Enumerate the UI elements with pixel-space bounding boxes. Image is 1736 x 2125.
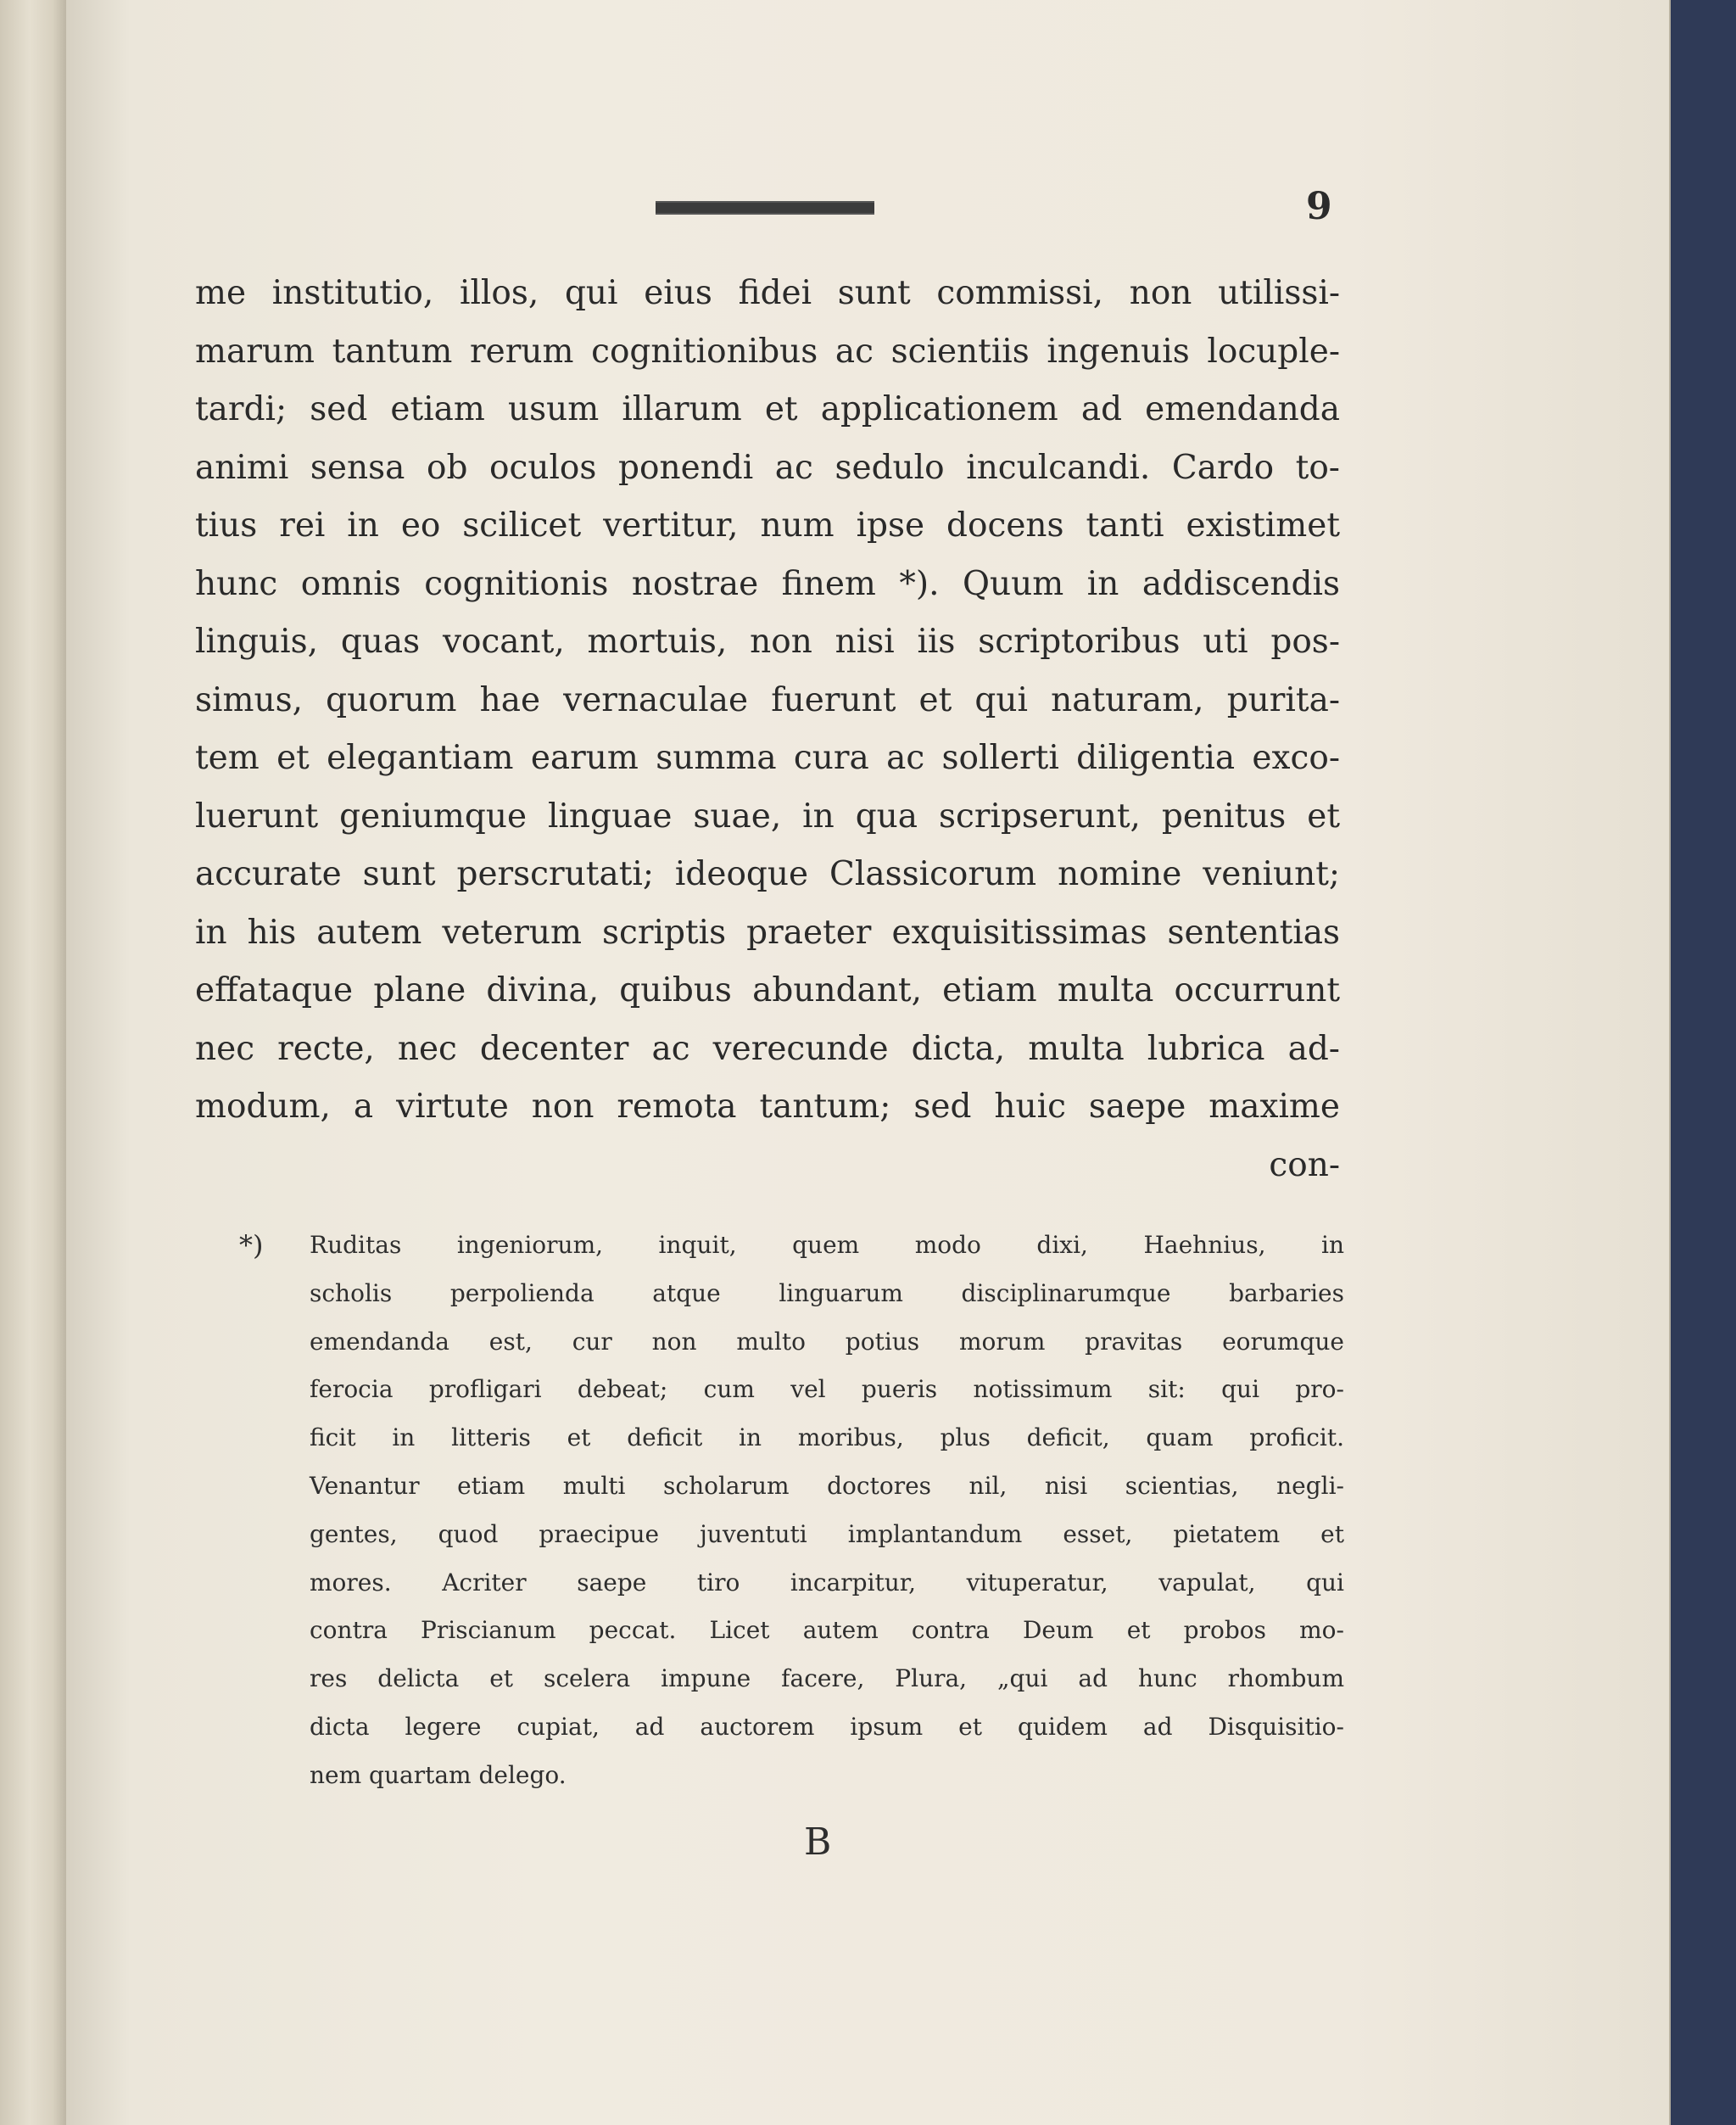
text-line: modum, a virtute non remota tantum; sed huic saepe maxime xyxy=(195,1088,1340,1126)
footnote-line: scholis perpolienda atque linguarum disciplinarumque barbaries xyxy=(310,1278,1344,1307)
text-line: marum tantum rerum cognitionibus ac scientiis ingenuis locuple- xyxy=(195,332,1340,371)
footnote-line: ferocia profligari debeat; cum vel pueris notissimum sit: qui pro- xyxy=(310,1375,1344,1404)
text-line: luerunt geniumque linguae suae, in qua scripserunt, penitus et xyxy=(195,797,1340,836)
main-text xyxy=(195,265,1340,1194)
text-line: effataque plane divina, quibus abundant, etiam multa occurrunt xyxy=(195,971,1340,1009)
catchword: con- xyxy=(1269,1145,1340,1184)
footnote-line: mores. Acriter saepe tiro incarpitur, vituperatur, vapulat, qui xyxy=(310,1568,1344,1597)
page-number: 9 xyxy=(1306,185,1332,228)
text-line: me institutio, illos, qui eius fidei sunt commissi, non utilissi- xyxy=(195,274,1340,312)
footnote xyxy=(239,1222,1344,1800)
header-rule xyxy=(656,201,874,215)
text-line: tius rei in eo scilicet vertitur, num ipse docens tanti existimet xyxy=(195,506,1340,545)
text-line: nec recte, nec decenter ac verecunde dicta, multa lubrica ad- xyxy=(195,1029,1340,1068)
text-line: hunc omnis cognitionis nostrae finem *). Quum in addiscendis xyxy=(195,564,1340,603)
footnote-line: nem quartam delego. xyxy=(310,1760,567,1789)
text-line: animi sensa ob oculos ponendi ac sedulo inculcandi. Cardo to- xyxy=(195,448,1340,487)
footnote-line: res delicta et scelera impune facere, Plura, „qui ad hunc rhombum xyxy=(310,1664,1344,1693)
footnote-line: emendanda est, cur non multo potius morum pravitas eorumque xyxy=(310,1327,1344,1356)
footnote-line: gentes, quod praecipue juventuti implantandum esset, pietatem et xyxy=(310,1519,1344,1548)
footnote-line: Venantur etiam multi scholarum doctores nil, nisi scientias, negli- xyxy=(310,1471,1344,1500)
footnote-line: ficit in litteris et deficit in moribus, plus deficit, quam proficit. xyxy=(310,1423,1344,1452)
text-line: accurate sunt perscrutati; ideoque Classicorum nomine veniunt; xyxy=(195,855,1340,893)
text-line: in his autem veterum scriptis praeter exquisitissimas sententias xyxy=(195,913,1340,952)
footnote-line: dicta legere cupiat, ad auctorem ipsum et quidem ad Disquisitio- xyxy=(310,1712,1344,1741)
facing-page-edge xyxy=(0,0,68,2125)
text-line: tardi; sed etiam usum illarum et applicationem ad emendanda xyxy=(195,390,1340,428)
footnote-line: Ruditas ingeniorum, inquit, quem modo dixi, Haehnius, in xyxy=(310,1231,1344,1259)
footnote-line: contra Priscianum peccat. Licet autem contra Deum et probos mo- xyxy=(310,1616,1344,1645)
signature-mark: B xyxy=(804,1820,832,1864)
text-line: linguis, quas vocant, mortuis, non nisi iis scriptoribus uti pos- xyxy=(195,623,1340,661)
text-line: tem et elegantiam earum summa cura ac sollerti diligentia exco- xyxy=(195,739,1340,777)
footnote-marker: *) xyxy=(239,1229,264,1261)
text-line: simus, quorum hae vernaculae fuerunt et qui naturam, purita- xyxy=(195,680,1340,719)
